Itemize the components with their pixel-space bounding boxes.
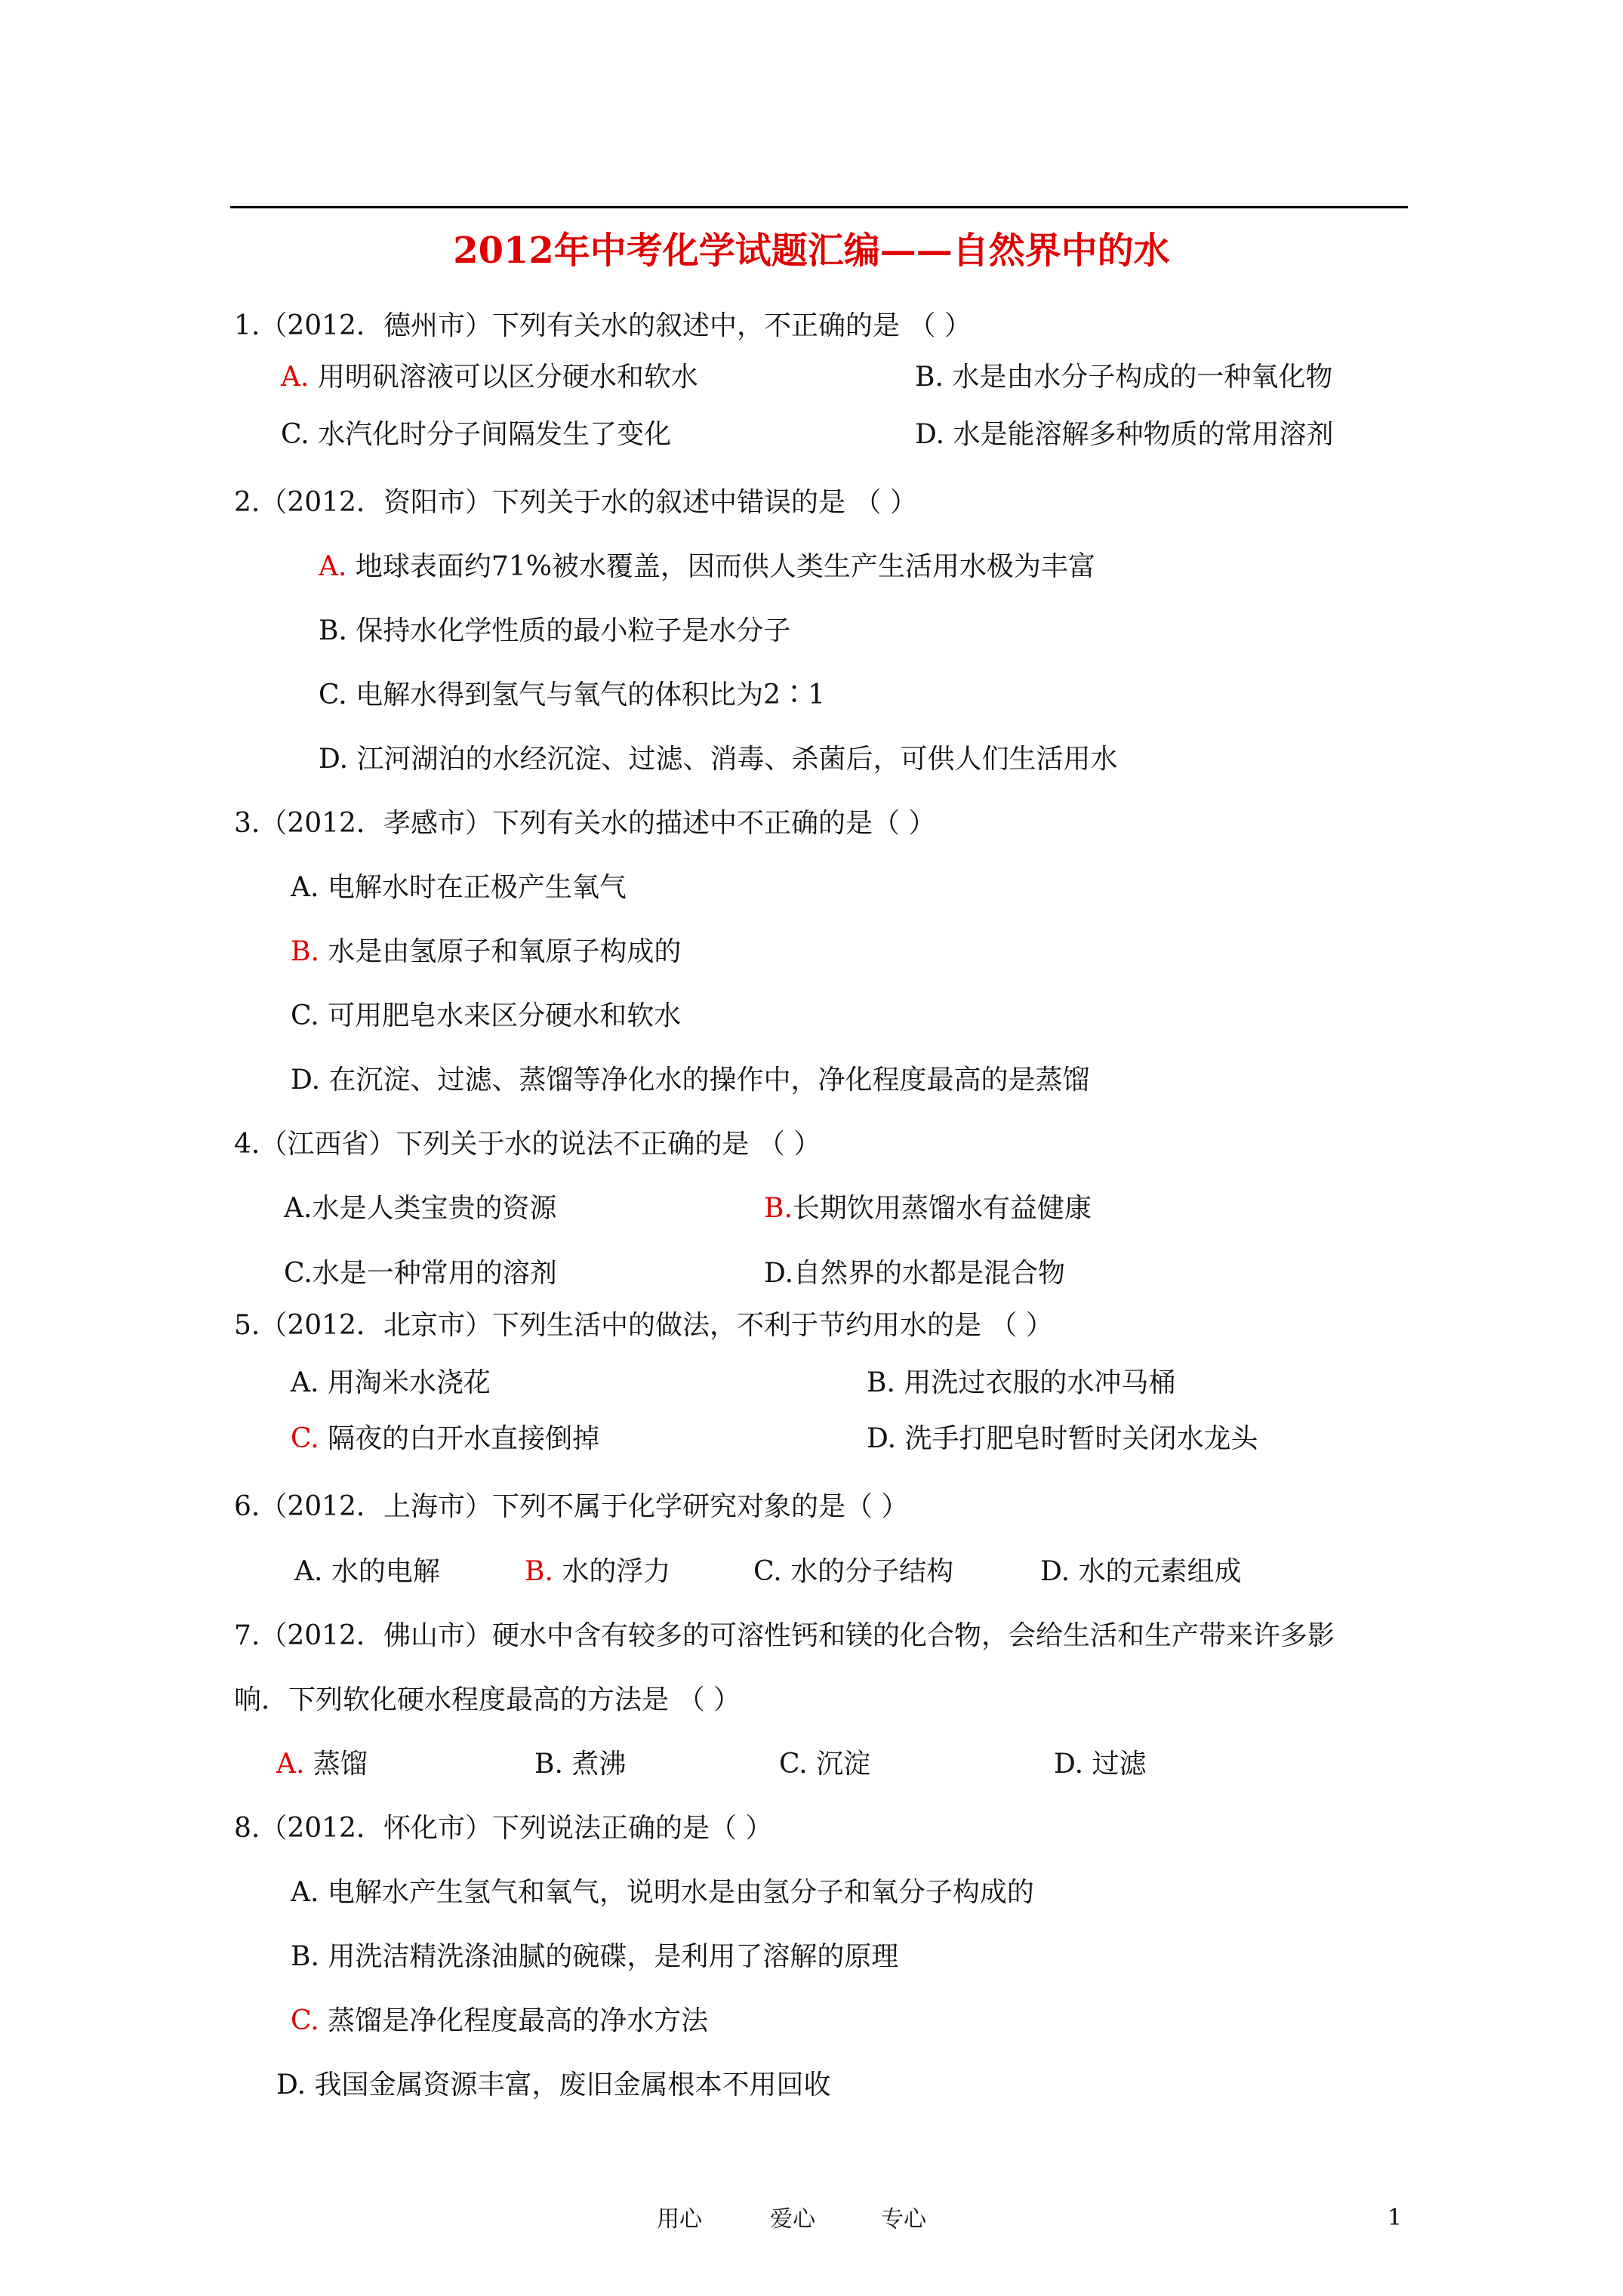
question-7-option-b: [534, 1746, 626, 1783]
question-2-stem: 2.（2012．资阳市）下列关于水的叙述中错误的是 （ ）: [234, 487, 917, 518]
option-letter: D.: [915, 419, 945, 450]
option-text: 用洗洁精洗涤油腻的碗碟，是利用了溶解的原理: [328, 1941, 899, 1972]
option-text: 电解水产生氢气和氧气，说明水是由氢分子和氧分子构成的: [327, 1877, 1034, 1908]
question-8-option-b: [291, 1939, 898, 1975]
question-2-option-a: [319, 549, 1095, 585]
option-letter: D.: [291, 1065, 321, 1096]
option-letter: A.: [291, 872, 319, 903]
question-8-option-d: [276, 2067, 831, 2103]
option-letter: A.: [281, 362, 310, 393]
option-letter: C.: [753, 1556, 782, 1587]
question-6-option-b: [525, 1554, 670, 1590]
option-letter: B.: [764, 1193, 793, 1224]
option-text: 江河湖泊的水经沉淀、过滤、消毒、杀菌后，可供人们生活用水: [356, 744, 1118, 775]
question-7-option-c: [779, 1746, 870, 1783]
page-number: 1: [1387, 2205, 1403, 2231]
question-1-stem: 1.（2012．德州市）下列有关水的叙述中，不正确的是 （ ）: [234, 310, 972, 341]
question-5-option-b: [867, 1365, 1175, 1401]
option-letter: B.: [291, 1941, 319, 1972]
option-text: 长期饮用蒸馏水有益健康: [792, 1193, 1092, 1224]
option-text: 水的元素组成: [1078, 1556, 1242, 1587]
option-text: 在沉淀、过滤、蒸馏等净化水的操作中，净化程度最高的是蒸馏: [328, 1065, 1090, 1096]
option-letter: D.: [867, 1423, 897, 1454]
option-text: 可用肥皂水来区分硬水和软水: [328, 1000, 682, 1031]
question-6-option-a: [294, 1554, 440, 1590]
option-text: 洗手打肥皂时暂时关闭水龙头: [904, 1423, 1258, 1454]
document-title: 2012年中考化学试题汇编——自然界中的水: [453, 230, 1170, 272]
question-4-option-b: [764, 1191, 1092, 1227]
option-text: 保持水化学性质的最小粒子是水分子: [356, 615, 791, 646]
option-text: 水是能溶解多种物质的常用溶剂: [953, 419, 1334, 450]
option-letter: C.: [291, 1000, 319, 1031]
option-text: 水的分子结构: [790, 1556, 954, 1587]
option-text: 水的浮力: [562, 1556, 671, 1587]
question-3-option-c: [291, 998, 681, 1034]
option-text: 电解水时在正极产生氧气: [327, 872, 627, 903]
question-7-option-d: [1054, 1746, 1147, 1783]
option-text: 水的电解: [331, 1556, 440, 1587]
option-text: 沉淀: [816, 1749, 871, 1780]
option-letter: A.: [276, 1749, 305, 1780]
option-text: 水是一种常用的溶剂: [312, 1258, 557, 1289]
option-letter: C.: [779, 1749, 808, 1780]
option-letter: A.: [284, 1193, 313, 1224]
option-text: 水是由水分子构成的一种氧化物: [952, 362, 1333, 393]
question-1-option-c: [281, 417, 671, 453]
option-letter: C.: [291, 2005, 319, 2036]
footer-word-1: 用心: [657, 2206, 702, 2233]
option-text: 自然界的水都是混合物: [793, 1258, 1066, 1289]
option-letter: C.: [319, 680, 347, 710]
question-3-stem: 3.（2012．孝感市）下列有关水的描述中不正确的是（ ）: [234, 808, 936, 839]
question-7-option-a: [276, 1746, 368, 1783]
question-8-stem: 8.（2012．怀化市）下列说法正确的是（ ）: [234, 1813, 773, 1844]
option-text: 地球表面约71%被水覆盖，因而供人类生产生活用水极为丰富: [355, 551, 1095, 582]
question-2-option-c: [319, 677, 825, 713]
option-letter: B.: [291, 936, 319, 967]
option-letter: B.: [319, 615, 347, 646]
option-text: 水汽化时分子间隔发生了变化: [318, 419, 672, 450]
option-letter: B.: [525, 1556, 553, 1587]
option-letter: C.: [291, 1423, 319, 1454]
option-letter: C.: [281, 419, 310, 450]
header-rule: [230, 206, 1408, 208]
footer-word-2: 爱心: [770, 2206, 815, 2233]
question-7-stem: 7.（2012．佛山市）硬水中含有较多的可溶性钙和镁的化合物，会给生活和生产带来许多影: [234, 1620, 1335, 1651]
question-5-option-a: [291, 1365, 491, 1401]
option-letter: D.: [276, 2069, 306, 2100]
question-1-option-a: [281, 359, 698, 396]
question-4-option-c: [284, 1256, 557, 1292]
option-text: 蒸馏: [313, 1749, 368, 1780]
option-letter: A.: [319, 551, 347, 582]
question-6-stem: 6.（2012．上海市）下列不属于化学研究对象的是（ ）: [234, 1491, 909, 1522]
question-8-option-a: [291, 1875, 1034, 1911]
option-letter: B.: [915, 362, 944, 393]
question-4-option-a: [284, 1191, 556, 1227]
option-letter: B.: [867, 1367, 895, 1398]
question-4-stem: 4.（江西省）下列关于水的说法不正确的是 （ ）: [234, 1129, 821, 1160]
question-4-option-d: [764, 1256, 1065, 1292]
question-6-option-d: [1040, 1554, 1242, 1590]
question-2-option-d: [319, 741, 1118, 778]
question-7-stem-continued: 响．下列软化硬水程度最高的方法是 （ ）: [234, 1684, 741, 1715]
option-text: 我国金属资源丰富，废旧金属根本不用回收: [314, 2069, 831, 2100]
question-5-option-c: [291, 1421, 599, 1457]
question-3-option-b: [291, 934, 681, 970]
option-letter: D.: [1054, 1749, 1084, 1780]
option-text: 水是人类宝贵的资源: [312, 1193, 557, 1224]
option-letter: D.: [1040, 1556, 1070, 1587]
option-letter: A.: [291, 1877, 319, 1908]
question-1-option-d: [915, 417, 1334, 453]
option-text: 隔夜的白开水直接倒掉: [328, 1423, 600, 1454]
option-text: 用淘米水浇花: [327, 1367, 491, 1398]
question-5-stem: 5.（2012．北京市）下列生活中的做法，不利于节约用水的是 （ ）: [234, 1310, 1053, 1341]
option-letter: A.: [291, 1367, 319, 1398]
option-text: 水是由氢原子和氧原子构成的: [328, 936, 682, 967]
option-text: 蒸馏是净化程度最高的净水方法: [328, 2005, 709, 2036]
question-3-option-a: [291, 870, 627, 906]
option-text: 电解水得到氢气与氧气的体积比为2∶1: [356, 680, 825, 710]
option-text: 过滤: [1092, 1749, 1147, 1780]
question-6-option-c: [753, 1554, 953, 1590]
option-letter: D.: [319, 744, 349, 775]
option-letter: B.: [534, 1749, 563, 1780]
option-text: 煮沸: [571, 1749, 627, 1780]
question-2-option-b: [319, 613, 790, 649]
option-text: 用明矾溶液可以区分硬水和软水: [317, 362, 698, 393]
option-text: 用洗过衣服的水冲马桶: [904, 1367, 1176, 1398]
option-letter: A.: [294, 1556, 323, 1587]
option-letter: C.: [284, 1258, 313, 1289]
question-3-option-d: [291, 1062, 1090, 1099]
question-5-option-d: [867, 1421, 1258, 1457]
option-letter: D.: [764, 1258, 794, 1289]
question-1-option-b: [915, 359, 1332, 396]
question-8-option-c: [291, 2003, 708, 2039]
footer-word-3: 专心: [881, 2206, 926, 2233]
